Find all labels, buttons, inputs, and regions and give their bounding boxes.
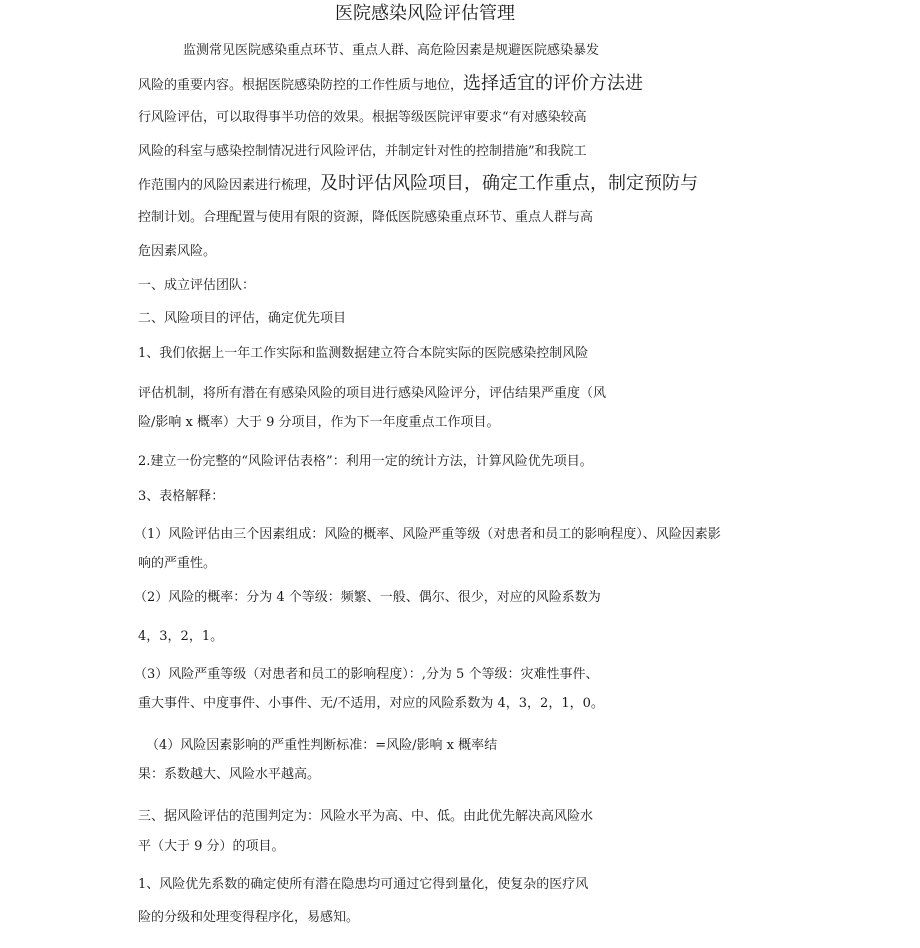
intro-line-4: 风险的科室与感染控制情况进行风险评估，并制定针对性的控制措施”和我院工 [138,144,587,159]
point-1-line-1: （1）风险评估由三个因素组成：风险的概率、风险严重等级（对患者和员工的影响程度）、风险因素影 [134,527,721,542]
page-title: 医院感染风险评估管理 [335,3,515,24]
intro-line-2 [138,75,643,95]
intro-line-5 [138,175,698,195]
item-4-line-2: 险的分级和处理变得程序化，易感知。 [138,910,360,925]
item-4-line-1: 1、风险优先系数的确定使所有潜在隐患均可通过它得到量化，使复杂的医疗风 [138,877,589,892]
intro-line-5-emphasis: 及时评估风险项目，确定工作重点，制定预防与 [320,173,699,194]
intro-line-6: 控制计划。合理配置与使用有限的资源，降低医院感染重点环节、重点人群与高 [138,210,594,225]
intro-line-2-text: 风险的重要内容。根据医院感染防控的工作性质与地位， [138,78,464,93]
section-3-line-2: 平（大于 9 分）的项目。 [138,839,285,854]
point-2-line-2: 4，3，2，1。 [138,629,224,644]
section-1-heading: 一、成立评估团队： [138,278,256,293]
point-2-line-1: （2）风险的概率：分为 4 个等级：频繁、一般、偶尔、很少，对应的风险系数为 [134,590,601,605]
item-2: 2.建立一份完整的“风险评估表格”：利用一定的统计方法，计算风险优先项目。 [138,454,593,469]
intro-line-5-text: 作范围内的风险因素进行梳理， [138,178,321,193]
item-3: 3、表格解释： [138,489,225,504]
item-1-line-3: 险/影响 x 概率）大于 9 分项目，作为下一年度重点工作项目。 [138,415,500,430]
section-2-heading: 二、风险项目的评估，确定优先项目 [138,311,347,326]
point-4-line-2: 果：系数越大、风险水平越高。 [138,767,321,782]
point-4-line-1: （4）风险因素影响的严重性判断标准：=风险/影响 x 概率结 [146,738,498,753]
point-1-line-2: 响的严重性。 [138,556,217,571]
point-3-line-2: 重大事件、中度事件、小事件、无/不适用，对应的风险系数为 4，3，2，1，0。 [138,696,604,711]
item-1-line-1: 1、我们依据上一年工作实际和监测数据建立符合本院实际的医院感染控制风险 [138,346,589,361]
point-3-line-1: （3）风险严重等级（对患者和员工的影响程度）：,分为 5 个等级：灾难性事件、 [134,667,599,682]
intro-line-3: 行风险评估，可以取得事半功倍的效果。根据等级医院评审要求“有对感染较高 [138,110,587,125]
section-3-line-1: 三、据风险评估的范围判定为：风险水平为高、中、低。由此优先解决高风险水 [138,809,594,824]
intro-line-2-emphasis: 选择适宜的评价方法进 [463,73,644,94]
intro-line-1: 监测常见医院感染重点环节、重点人群、高危险因素是规避医院感染暴发 [183,43,600,58]
intro-line-7: 危因素风险。 [138,244,217,259]
item-1-line-2: 评估机制，将所有潜在有感染风险的项目进行感染风险评分，评估结果严重度（风 [138,386,607,401]
